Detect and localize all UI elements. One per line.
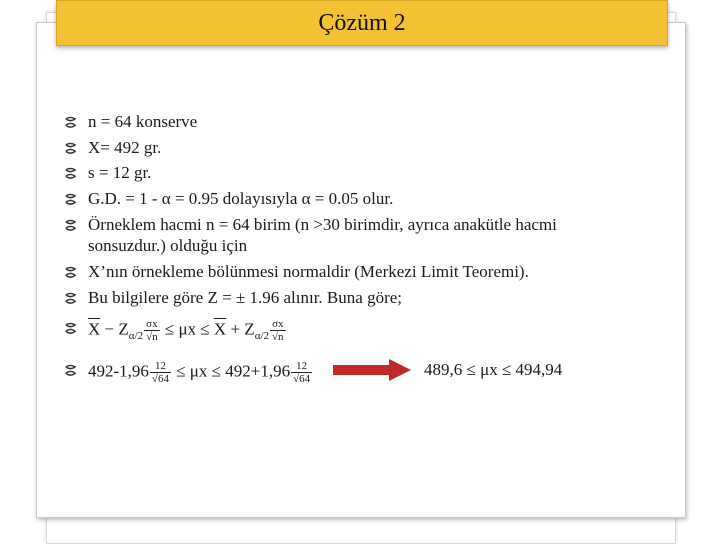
swirl-bullet-icon	[64, 116, 77, 129]
title-bar	[56, 0, 668, 46]
bullet-text: sonsuzdur.) olduğu için	[88, 236, 248, 255]
bullet-text: X’nın örnekleme bölünmesi normaldir (Merkezi Limit Teoremi).	[88, 262, 529, 281]
bullet-text: G.D. = 1 - α = 0.95 dolayısıyla α = 0.05 olur.	[88, 189, 394, 208]
interval-result: 489,6 ≤ μx ≤ 494,94	[424, 360, 563, 379]
swirl-bullet-icon	[64, 322, 77, 335]
bullet-text: Örneklem hacmi n = 64 birim (n >30 birimdir, ayrıca anakütle hacmi	[88, 215, 557, 234]
swirl-bullet-icon	[64, 219, 77, 232]
swirl-bullet-icon	[64, 266, 77, 279]
swirl-bullet-icon	[64, 167, 77, 180]
swirl-bullet-icon	[64, 364, 77, 377]
swirl-bullet-icon	[64, 142, 77, 155]
bullet-text: Bu bilgilere göre Z = ± 1.96 alınır. Buna göre;	[88, 288, 402, 307]
right-arrow-icon	[333, 359, 411, 381]
swirl-bullet-icon	[64, 292, 77, 305]
bullet-text: X= 492 gr.	[88, 138, 162, 157]
swirl-bullet-icon	[64, 193, 77, 206]
bullet-text: s = 12 gr.	[88, 163, 152, 182]
confidence-interval-formula: $\overline{X} - Z_{\alpha/2}$ $\frac{\sigma x}{√n}$ ≤ $\mu x \le \overline{X} + Z_{\alpha/2}$ $\frac{\sigma x}{√n}$	[88, 318, 284, 343]
bullet-text: n = 64 konserve	[88, 112, 198, 131]
calculation-expression: 492-1,96 $\frac{12}{√64}$ ≤ μx ≤ 492+1,96 $\frac{12}{√64}$	[88, 360, 311, 385]
slide-title: Çözüm 2	[318, 10, 406, 36]
